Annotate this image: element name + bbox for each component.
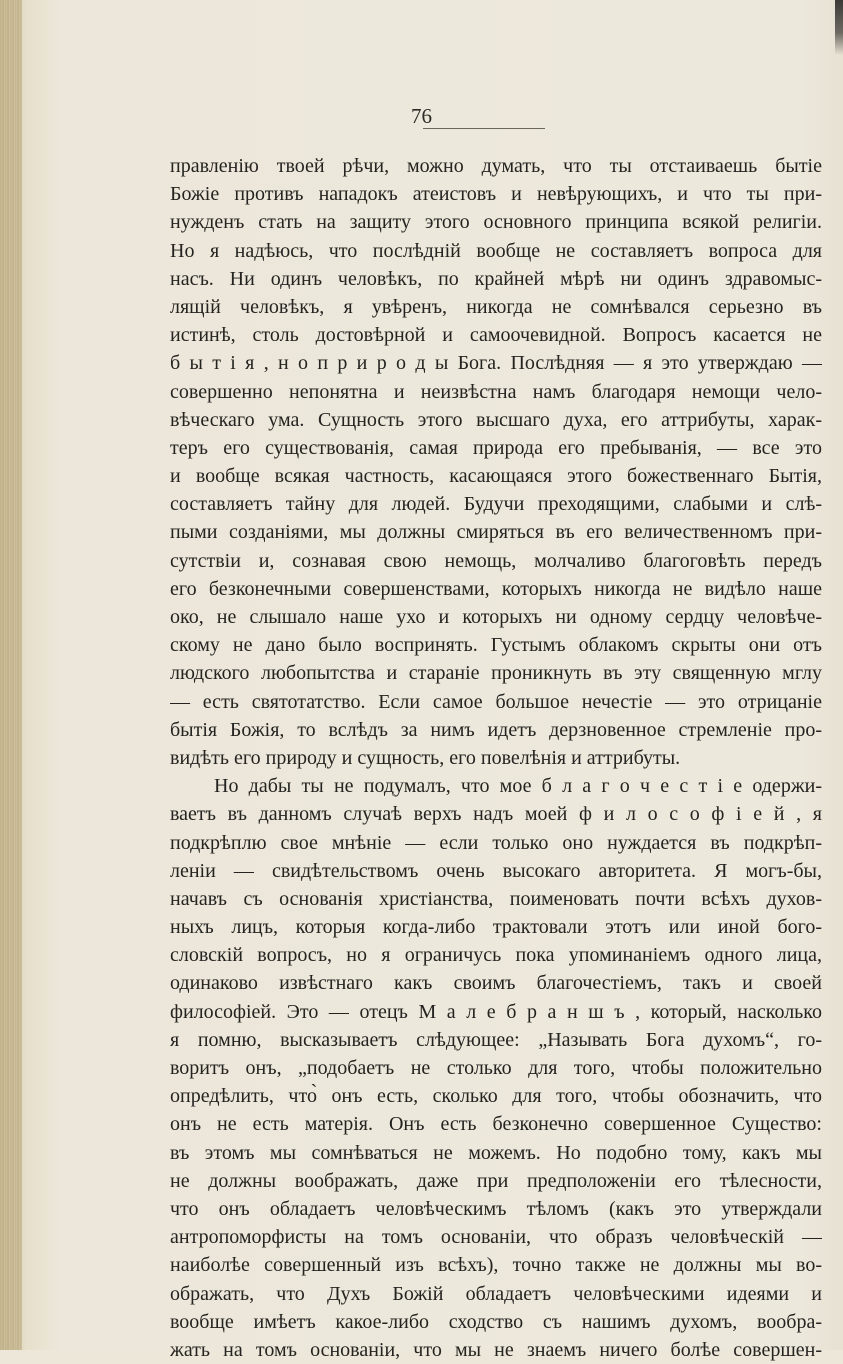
text-line: правленію твоей рѣчи, можно думать, что ты отстаиваешь бытіе [170,155,822,177]
text-line: я помню, высказываетъ слѣдующее: „Называть Бога духомъ“, го- [170,1028,822,1051]
text-line: лящій человѣкъ, я увѣренъ, никогда не сомнѣвался серьезно въ [170,295,822,318]
body-text [170,152,822,1364]
text-line: теръ его существованія, самая природа его пребыванія, — все это [170,436,822,459]
text-line: составляетъ тайну для людей. Будучи преходящими, слабыми и слѣ- [170,493,822,516]
text-line: философіей. Это — отецъ М а л е б р а н ш ъ , который, насколько [170,1000,822,1023]
text-line: Божіе противъ нападокъ атеистовъ и невѣрующихъ, и что ты при- [170,183,822,206]
text-line: нужденъ стать на защиту этого основного принципа всякой религіи. [170,211,822,234]
text-line: вообще имѣетъ какое-либо сходство съ нашимъ духомъ, вообра- [170,1310,822,1333]
text-line: сутствіи и, сознавая свою немощь, молчаливо благоговѣть передъ [170,549,822,572]
text-line: ваетъ въ данномъ случаѣ верхъ надъ моей ф и л о с о ф і е й , я [170,803,822,826]
text-line: въ этомъ мы сомнѣваться не можемъ. Но подобно тому, какъ мы [170,1141,822,1164]
text-line: Но дабы ты не подумалъ, что мое б л а г о ч е с т і е одержи- [214,775,822,798]
text-line: начавъ съ основанія христіанства, поименовать почти всѣхъ духов- [170,887,822,910]
text-line: б ы т і я , н о п р и р о д ы Бога. Послѣдняя — я это утверждаю — [170,352,822,375]
text-line: ныхъ лицъ, которыя когда-либо трактовали этотъ или иной бого- [170,916,822,939]
text-line: истинѣ, столь достовѣрной и самоочевидной. Вопросъ касается не [170,324,822,347]
text-line: вѣческаго ума. Сущность этого высшаго духа, его аттрибуты, харак- [170,408,822,431]
text-line: — есть святотатство. Если самое большое нечестіе — это отрицаніе [170,690,822,713]
page-gutter [0,0,22,1350]
text-line: око, не слышало наше ухо и которыхъ ни одному сердцу человѣче- [170,606,822,628]
text-line: Но я надѣюсь, что послѣдній вообще не составляетъ вопроса для [170,239,822,262]
text-line: скому не дано было воспринять. Густымъ облакомъ скрыты они отъ [170,634,822,657]
text-line: что онъ обладаетъ человѣческимъ тѣломъ (какъ это утверждали [170,1197,822,1220]
text-line: жать на томъ основаніи, что мы не знаемъ ничего болѣе совершен- [170,1338,822,1361]
text-line: словскій вопросъ, но я ограничусь пока упоминаніемъ одного лица, [170,944,822,967]
text-line: не должны воображать, даже при предположеніи его тѣлесности, [170,1169,822,1192]
text-line: антропоморфисты на томъ основаніи, что образъ человѣческій — [170,1226,822,1249]
text-line: опредѣлить, что̀ онъ есть, сколько для того, чтобы обозначить, что [170,1085,822,1108]
text-line: подкрѣплю свое мнѣніе — если только оно нуждается въ подкрѣп- [170,831,822,854]
text-line: воритъ онъ, „подобаетъ не столько для того, чтобы положительно [170,1057,822,1079]
text-line: насъ. Ни одинъ человѣкъ, по крайней мѣрѣ ни одинъ здравомыс- [170,267,822,290]
text-line: леніи — свидѣтельствомъ очень высокаго авторитета. Я могъ-бы, [170,859,822,882]
text-line: одинаково извѣстнаго какъ своимъ благочестіемъ, такъ и своей [170,972,822,995]
page-number-rule [423,128,545,129]
text-line: совершенно непонятна и неизвѣстна намъ благодаря немощи чело- [170,380,822,403]
text-line: наиболѣе совершенный изъ всѣхъ), точно также не должны мы во- [170,1254,822,1277]
page-number: 76 [411,104,432,128]
text-line: пыми созданіями, мы должны смиряться въ его величественномъ при- [170,521,822,544]
text-line: и вообще всякая частность, касающаяся этого божественнаго Бытія, [170,465,822,488]
text-line: онъ не есть матерія. Онъ есть безконечно совершенное Существо: [170,1113,822,1136]
text-line: видѣть его природу и сущность, его повелѣнія и аттрибуты. [170,746,681,769]
text-line: бытія Божія, то вслѣдъ за нимъ идетъ дерзновенное стремленіе про- [170,718,822,741]
page-corner-mark [835,0,843,55]
text-line: его безконечными совершенствами, которыхъ никогда не видѣло наше [170,577,822,600]
text-line: ображать, что Духъ Божій обладаетъ человѣческими идеями и [170,1282,822,1305]
text-line: людского любопытства и стараніе проникнуть въ эту священную мглу [170,662,822,685]
